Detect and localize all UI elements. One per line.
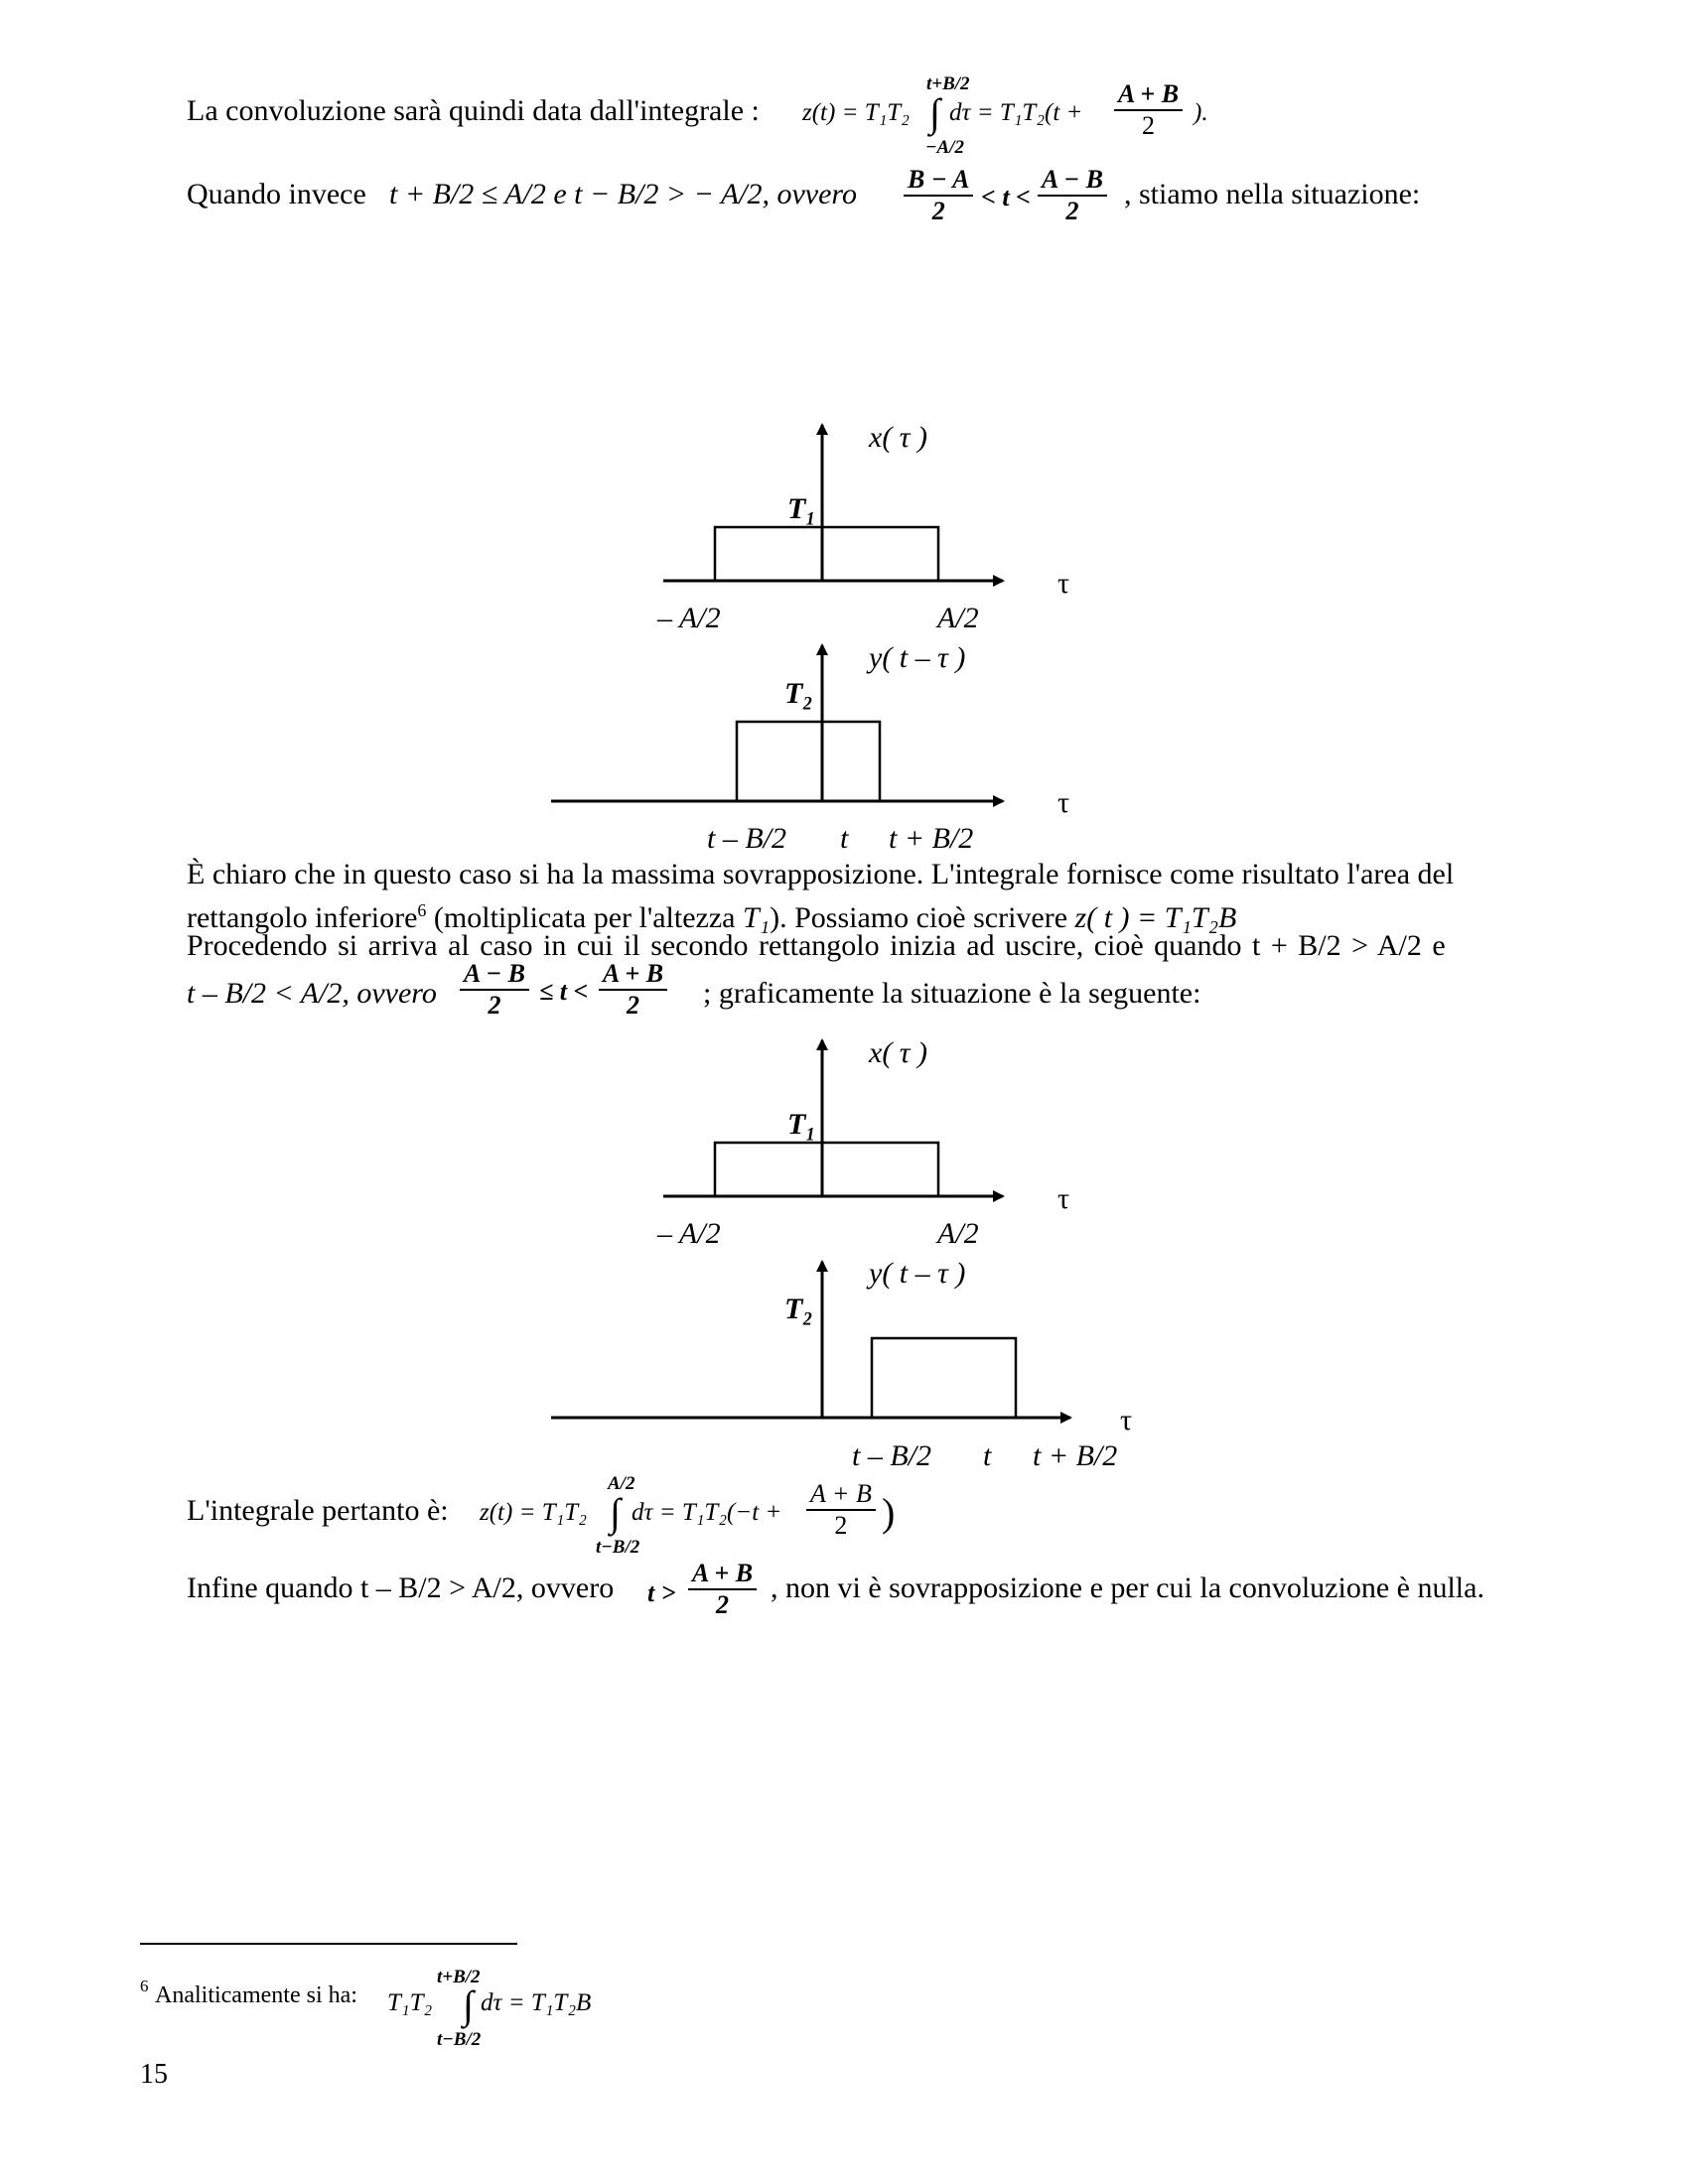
footnote-mark: 6 [140, 1977, 149, 1995]
para1-line3: Procedendo si arriva al caso in cui il secondo rettangolo inizia ad uscire, cioè quando t + B/2 > A/2 e [187, 929, 1446, 962]
formula-z-lhs-2: z(t) = T₁T₂ [480, 1499, 587, 1526]
fraction-denominator: 2 [627, 991, 640, 1020]
x-left-bound: – A/2 [657, 602, 721, 634]
x-tau-axis-label: τ [1057, 567, 1070, 600]
x-right-bound: A/2 [937, 1217, 979, 1250]
line2-prefix: Quando invece [187, 178, 366, 210]
x-height-label: T₁ [787, 492, 816, 525]
y-tau-axis-label: τ [1120, 1404, 1133, 1436]
formula-z-lhs: z(t) = T₁T₂ [802, 99, 910, 126]
x-tau-plot-2 [656, 1036, 1069, 1250]
y-left-bound: t – B/2 [852, 1439, 931, 1472]
inequality-t-greater: t > [647, 1578, 676, 1607]
integral-result-text: L'integrale pertanto è: [187, 1494, 449, 1527]
inequality-mid-2: ≤ t < [539, 977, 589, 1006]
formula-z-rhs: dτ = T₁T₂(t + [949, 99, 1083, 126]
footnote-divider [140, 1943, 517, 1945]
y-mid: t [840, 822, 849, 855]
x-tau-axis-label: τ [1057, 1182, 1070, 1215]
convolution-intro-text: La convoluzione sarà quindi data dall'integrale : [187, 94, 760, 127]
y-label: y( t – τ ) [869, 1257, 966, 1290]
integral-sign-2: ∫ [610, 1490, 621, 1535]
fraction-denominator: 2 [716, 1590, 730, 1619]
integral-sign: ∫ [929, 90, 940, 135]
fraction-numerator: A − B [1038, 165, 1107, 197]
x-left-bound: – A/2 [657, 1217, 721, 1250]
formula-z-rhs-2: dτ = T₁T₂(−t + [632, 1499, 782, 1526]
y-tau-axis-label: τ [1057, 786, 1070, 819]
para1-l2a: rettangolo inferiore [187, 901, 418, 934]
x-rectangle [715, 1143, 938, 1196]
para1-l2b: (moltiplicata per l'altezza [426, 901, 743, 934]
y-right-bound: t + B/2 [1033, 1439, 1118, 1472]
footnote-rhs: dτ = T₁T₂B [481, 1989, 592, 2016]
page-number: 15 [140, 2059, 168, 2090]
inequality-mid: < t < [981, 183, 1031, 211]
y-height-label: T₂ [784, 677, 813, 710]
fraction-denominator: 2 [931, 197, 945, 225]
para1-l2d: ). Possiamo cioè scrivere [770, 901, 1075, 934]
y-plot-2 [551, 1257, 1132, 1472]
y-right-bound: t + B/2 [889, 822, 974, 855]
x-tau-label: x( τ ) [869, 1036, 928, 1069]
fraction-numerator: B − A [904, 165, 973, 197]
y-height-label: T₂ [784, 1293, 813, 1325]
line2-condition: t + B/2 ≤ A/2 e t − B/2 > − A/2, ovvero [389, 178, 857, 210]
footnote-int-upper: t+B/2 [437, 1967, 481, 1987]
formula-close: ). [1194, 99, 1208, 126]
footnote-lhs: T₁T₂ [387, 1989, 433, 2016]
fraction-denominator: 2 [1065, 197, 1079, 225]
y-left-bound: t – B/2 [707, 822, 786, 855]
footnote-text: Analiticamente si ha: [155, 1982, 357, 2008]
x-tau-label: x( τ ) [869, 421, 928, 454]
fraction-a-plus-b-3 [806, 1479, 876, 1541]
para1-l2c: T₁ [742, 901, 771, 934]
para1-line1: È chiaro che in questo caso si ha la massima sovrapposizione. L'integrale fornisce come risultato l'area del [187, 858, 1455, 890]
fraction-numerator: A + B [599, 959, 667, 991]
footnote-ref: 6 [417, 900, 427, 920]
fraction-a-plus-b-4 [688, 1559, 757, 1620]
line6-prefix: Infine quando t – B/2 > A/2, ovvero [187, 1571, 615, 1604]
integral-lower-limit: −A/2 [925, 137, 964, 158]
footnote-int-lower: t−B/2 [437, 2029, 482, 2050]
fraction-denominator: 2 [834, 1511, 848, 1540]
fraction-numerator: A + B [1114, 79, 1183, 111]
fraction-denominator: 2 [1142, 111, 1156, 140]
fraction-denominator: 2 [488, 991, 501, 1020]
integral-upper-limit-2: A/2 [608, 1473, 635, 1494]
fraction-numerator: A + B [688, 1559, 757, 1590]
y-mid: t [983, 1439, 992, 1472]
formula-close-2: ) [882, 1490, 896, 1535]
footnote-integral-sign: ∫ [463, 1982, 474, 2027]
para1-line4b: ; graficamente la situazione è la seguente: [703, 977, 1201, 1010]
y-label: y( t – τ ) [869, 641, 966, 674]
integral-lower-limit-2: t−B/2 [596, 1537, 640, 1558]
x-right-bound: A/2 [937, 602, 979, 634]
y-rectangle [872, 1338, 1016, 1418]
para1-l2e: z( t ) = T₁T₂B [1074, 901, 1237, 934]
para1-line4a: t – B/2 < A/2, ovvero [187, 977, 437, 1010]
integral-upper-limit: t+B/2 [926, 73, 970, 94]
x-height-label: T₁ [787, 1108, 816, 1141]
fraction-numerator: A + B [806, 1479, 876, 1511]
line6-suffix: , non vi è sovrapposizione e per cui la convoluzione è nulla. [771, 1571, 1484, 1604]
fraction-numerator: A − B [460, 959, 529, 991]
line2-suffix: , stiamo nella situazione: [1124, 178, 1421, 210]
